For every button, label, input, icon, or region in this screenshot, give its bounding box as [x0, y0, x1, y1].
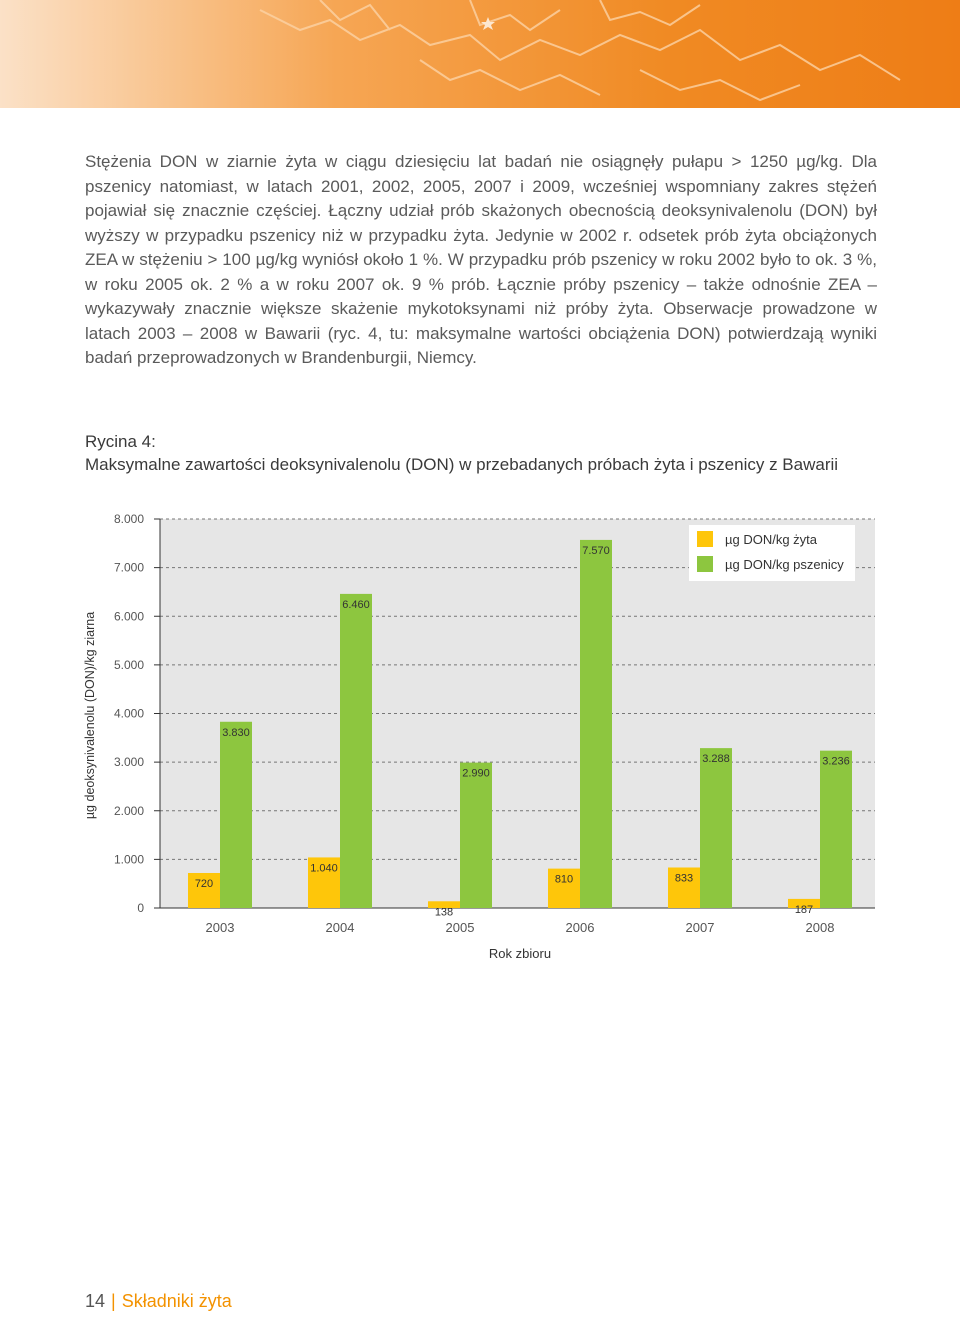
body-text: Stężenia DON w ziarnie żyta w ciągu dziesięciu lat badań nie osiągnęły pułapu > 1250 µg/kg. Dla pszenicy natomiast, w latach 2001, 2002, 2005, 2007 i 2009, wcześniej wspomniany zakres stężeń pojawiał się znacznie częściej. Łączny udział prób skażonych obecnością deoksynivalenolu (DON) był wyższy w przypadku pszenicy niż w przypadku żyta. Jedynie w 2002 r. odsetek prób żyta obciążonych ZEA w stężeniu > 100 µg/kg wyniósł około 1 %. W przypadku prób pszenicy w roku 2002 było to ok. 3 %, w roku 2005 ok. 2 % a w roku 2007 ok. 9 % prób. Łącznie próby pszenicy – także odnośnie ZEA – wykazywały znacznie większe skażenie mykotoksynami niż próby żyta. Obserwacje prowadzone w latach 2003 – 2008 w Bawarii (ryc. 4, tu: maksymalne wartości obciążenia DON) potwierdzają wyniki badań przeprowadzonych w Brandenburgii, Niemcy. [85, 152, 877, 367]
x-tick-label: 2003 [205, 920, 235, 935]
bar-value-label: 3.830 [222, 726, 250, 739]
legend-label: µg DON/kg pszenicy [725, 557, 844, 572]
wheat-bar [460, 763, 492, 908]
page-number: 14 [85, 1291, 106, 1311]
y-tick-label: 4.000 [113, 706, 144, 721]
bar-value-label: 2.990 [462, 767, 490, 780]
x-tick-label: 2006 [565, 920, 595, 935]
bar-chart [75, 505, 875, 975]
x-tick-label: 2007 [685, 920, 715, 935]
y-tick-label: 2.000 [113, 803, 144, 818]
figure-caption [85, 430, 877, 476]
wheat-bar [220, 722, 252, 908]
figure-title: Maksymalne zawartości deoksynivalenolu (DON) w przebadanych próbach żyta i pszenicy z Bawarii [85, 455, 839, 474]
bar-value-label: 187 [794, 903, 814, 916]
bar-value-label: 3.288 [702, 753, 730, 766]
y-axis-title: µg deoksynivalenolu (DON)/kg ziarna [83, 611, 97, 820]
wheat-bar [700, 748, 732, 908]
legend-label: µg DON/kg żyta [725, 532, 818, 547]
x-tick-label: 2008 [805, 920, 835, 935]
legend-swatch-wheat [697, 556, 713, 572]
bar-value-label: 720 [194, 877, 214, 890]
y-tick-label: 7.000 [113, 560, 144, 575]
bar-value-label: 1.040 [310, 862, 338, 875]
bar-value-label: 3.236 [822, 755, 850, 768]
section-name: Składniki żyta [121, 1291, 232, 1311]
y-tick-label: 8.000 [113, 512, 144, 526]
wheat-bar [340, 594, 372, 908]
footer [85, 1291, 232, 1312]
wheat-bar [580, 540, 612, 908]
y-tick-label: 6.000 [113, 609, 144, 624]
bar-value-label: 6.460 [342, 598, 370, 611]
legend-swatch-rye [697, 531, 713, 547]
y-tick-label: 1.000 [113, 852, 144, 867]
wheat-bar [820, 751, 852, 908]
y-tick-label: 0 [137, 901, 144, 915]
x-tick-label: 2004 [325, 920, 355, 935]
bar-value-label: 810 [554, 873, 574, 886]
footer-separator: | [111, 1291, 116, 1311]
y-tick-label: 3.000 [113, 755, 144, 770]
bar-value-label: 833 [674, 872, 694, 885]
x-axis-title: Rok zbioru [488, 946, 552, 961]
x-tick-label: 2005 [445, 920, 475, 935]
header-banner [0, 0, 960, 108]
bar-value-label: 138 [434, 906, 454, 919]
bar-value-label: 7.570 [582, 544, 610, 557]
figure-label: Rycina 4: [85, 432, 156, 451]
y-tick-label: 5.000 [113, 657, 144, 672]
